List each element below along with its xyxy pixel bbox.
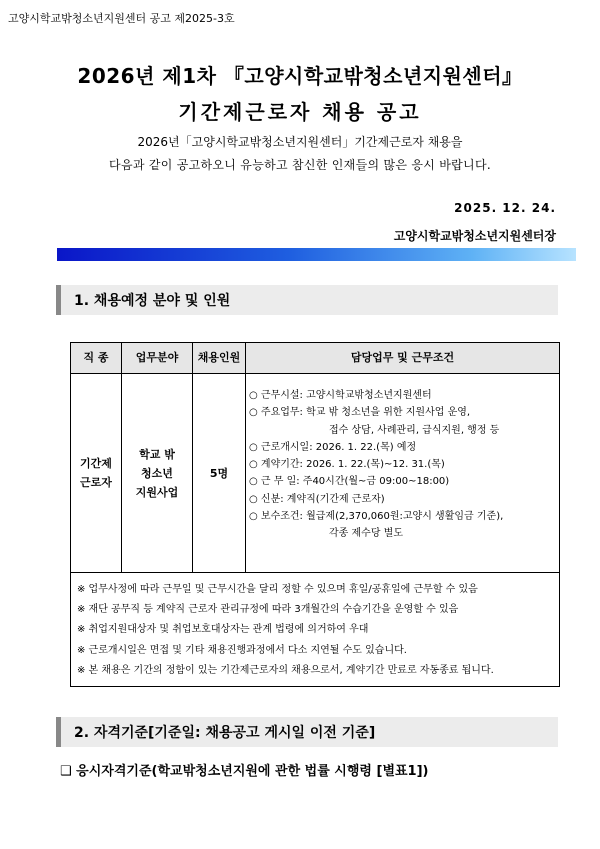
work-area-line: 청소년 — [141, 466, 173, 480]
header-work-area: 업무분야 — [135, 351, 179, 364]
qualification-heading: ❑ 응시자격기준(학교밖청소년지원에 관한 법률 시행령 [별표1]) — [60, 764, 429, 779]
notes-divider — [71, 572, 559, 573]
table-header-row — [71, 343, 559, 374]
notes-list — [77, 580, 494, 681]
duty-item: ○ 계약기간: 2026. 1. 22.(목)~12. 31.(목) — [249, 459, 445, 471]
section-accent-bar — [56, 717, 61, 747]
note-item: ※ 업무사정에 따라 근무일 및 근무시간을 달리 정할 수 있으며 휴일/공휴일에 근무할 수 있음 — [77, 584, 478, 595]
recruitment-table — [70, 342, 560, 687]
header-headcount: 채용인원 — [197, 351, 241, 364]
duty-item: ○ 근무시설: 고양시학교밖청소년지원센터 — [249, 390, 432, 401]
duty-item: ○ 보수조건: 월급제(2,370,060원:고양시 생활임금 기준), — [249, 511, 504, 523]
note-item: ※ 본 채용은 기간의 정함이 있는 기간제근로자의 채용으로서, 계약기간 만료로 자동종료 됩니다. — [77, 664, 494, 676]
note-item: ※ 근로개시일은 면접 및 기타 채용진행과정에서 다소 지연될 수도 있습니다. — [77, 644, 407, 656]
duties-list — [249, 387, 503, 543]
column-divider — [245, 343, 246, 572]
gradient-divider — [57, 248, 576, 261]
note-item: ※ 취업지원대상자 및 취업보호대상자는 관계 법령에 의거하여 우대 — [77, 624, 369, 636]
job-type-line: 기간제 — [80, 457, 112, 470]
duty-item-continued: 접수 상담, 사례관리, 급식지원, 행정 등 — [329, 424, 500, 436]
note-item: ※ 재단 공무직 등 계약직 근로자 관리규정에 따라 3개월간의 수습기간을 운영할 수 있음 — [77, 604, 459, 616]
cell-work-area — [122, 374, 192, 572]
duty-item: ○ 신분: 계약직(기간제 근로자) — [249, 493, 385, 505]
duty-item-continued: 각종 제수당 별도 — [329, 528, 403, 540]
duty-item: ○ 근 무 일: 주40시간(월~금 09:00~18:00) — [249, 476, 450, 488]
header-duties: 담당업무 및 근무조건 — [350, 351, 455, 364]
intro-line-1: 2026년「고양시학교밖청소년지원센터」기간제근로자 채용을 — [137, 135, 463, 149]
cell-headcount — [193, 374, 245, 572]
section-accent-bar — [56, 285, 61, 315]
headcount-value: 5명 — [209, 466, 229, 480]
announcement-date: 2025. 12. 24. — [454, 201, 556, 215]
section-2-title: 2. 자격기준[기준일: 채용공고 게시일 이전 기준] — [74, 725, 376, 741]
section-2-header — [56, 717, 558, 747]
section-1-header — [56, 285, 558, 315]
cell-job-type — [71, 374, 121, 572]
duty-item: ○ 근로개시일: 2026. 1. 22.(목) 예정 — [249, 441, 417, 453]
header-job-type: 직 종 — [83, 351, 109, 364]
intro-line-2: 다음과 같이 공고하오니 유능하고 참신한 인재들의 많은 응시 바랍니다. — [109, 158, 491, 172]
title-line-1: 2026년 제1차 『고양시학교밖청소년지원센터』 — [77, 64, 523, 88]
section-1-title: 1. 채용예정 분야 및 인원 — [74, 293, 231, 309]
work-area-line: 지원사업 — [135, 485, 179, 499]
issuer-name: 고양시학교밖청소년지원센터장 — [393, 229, 556, 243]
notice-number: 고양시학교밖청소년지원센터 공고 제2025-3호 — [8, 12, 235, 25]
title-line-2: 기간제근로자 채용 공고 — [178, 100, 422, 124]
job-type-line: 근로자 — [80, 476, 112, 489]
work-area-line: 학교 밖 — [139, 447, 175, 461]
duty-item: ○ 주요업무: 학교 밖 청소년을 위한 지원사업 운영, — [249, 407, 471, 419]
